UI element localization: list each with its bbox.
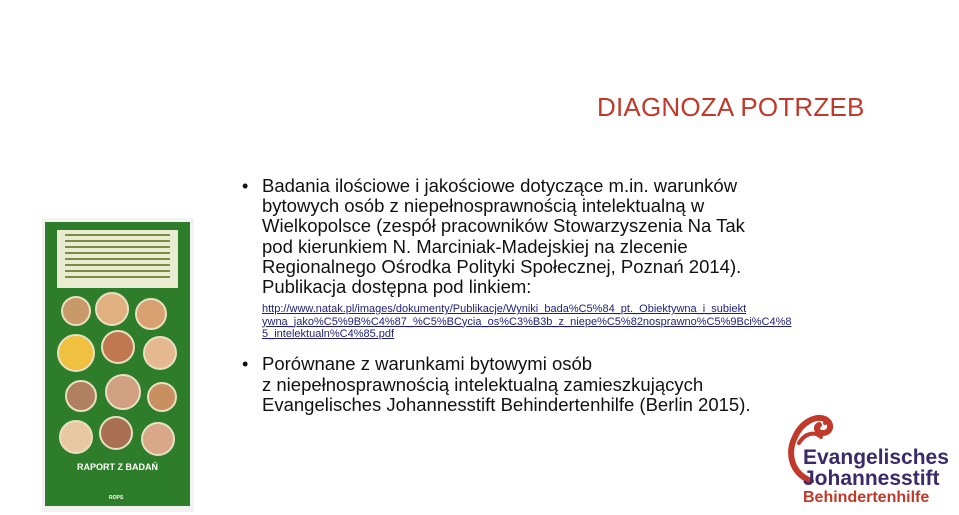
bullet-dot-icon: •	[242, 176, 249, 196]
publication-link-line[interactable]: ywna_jako%C5%9B%C4%87_%C5%BCycia_os%C3%B3b_z_niepe%C5%82nosprawno%C5%9Bci%C4%8	[262, 315, 792, 328]
bullet-item-2	[240, 354, 840, 415]
report-cover	[45, 222, 190, 506]
publication-link[interactable]	[262, 303, 840, 340]
bullet-1-line: Badania ilościowe i jakościowe dotyczące m.in. warunków	[262, 175, 738, 196]
cover-publisher-badge	[109, 486, 127, 501]
cover-publisher: ROPS	[109, 495, 124, 501]
bullet-2-line: Evangelisches Johannesstift Behindertenhilfe (Berlin 2015).	[262, 393, 751, 415]
bullet-dot-icon: •	[242, 354, 249, 375]
slide-title: DIAGNOZA POTRZEB	[597, 92, 865, 122]
cover-title-block	[57, 230, 178, 288]
bullet-1-line: pod kierunkiem N. Marciniak-Madejskiej na zlecenie	[262, 235, 688, 257]
logo-text-line1: Evangelisches	[803, 446, 949, 469]
bullet-1-line: Regionalnego Ośrodka Polityki Społecznej, Poznań 2014).	[262, 255, 742, 277]
bullet-2-line: Porównane z warunkami bytowymi osób	[262, 353, 593, 375]
bullet-1-line: Publikacja dostępna pod linkiem:	[262, 276, 532, 298]
bullet-2-line: z niepełnosprawnością intelektualną zamieszkujących	[262, 373, 704, 395]
publication-link-line[interactable]: 5_intelektualn%C4%85.pdf	[262, 328, 395, 341]
logo-text-line2: Johannesstift	[803, 467, 940, 490]
publication-link-line[interactable]: http://www.natak.pl/images/dokumenty/Publikacje/Wyniki_bada%C5%84_pt._Obiektywna_i_subiekt	[262, 303, 747, 316]
cover-label: RAPORT Z BADAŃ	[77, 462, 158, 472]
bullet-list	[240, 176, 840, 415]
logo-text-line3: Behindertenhilfe	[803, 489, 930, 506]
bullet-item-1	[240, 176, 840, 340]
bullet-1-line: Wielkopolsce (zespół pracowników Stowarzyszenia Na Tak	[262, 215, 745, 237]
johannesstift-logo	[781, 403, 956, 511]
bullet-1-line: bytowych osób z niepełnosprawnością intelektualną w	[262, 195, 705, 217]
